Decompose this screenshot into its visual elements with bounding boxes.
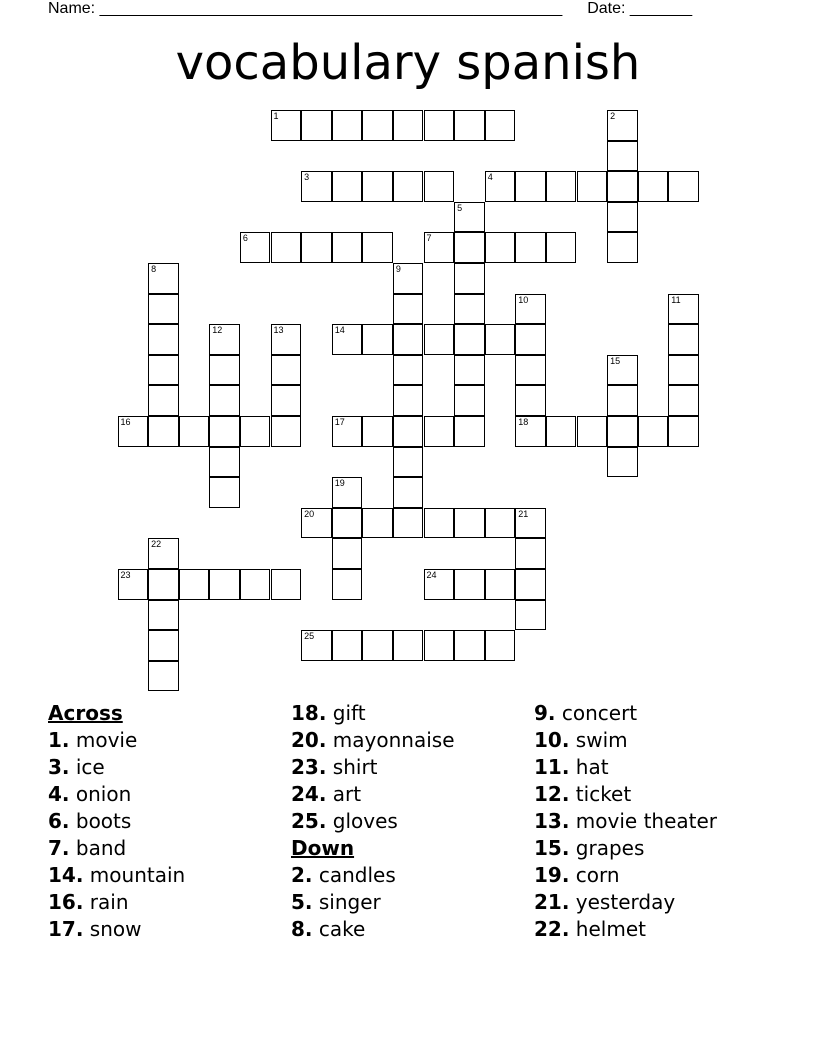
crossword-cell[interactable] [607, 171, 638, 202]
crossword-cell[interactable] [179, 416, 210, 447]
clue-number: 24. [291, 782, 327, 806]
crossword-cell[interactable] [332, 538, 363, 569]
cell-number: 4 [487, 172, 493, 183]
crossword-cell[interactable] [240, 232, 271, 263]
clue-number: 18. [291, 701, 327, 725]
clue-text: ice [69, 755, 105, 779]
crossword-cell[interactable] [515, 294, 546, 325]
crossword-cell[interactable] [546, 171, 577, 202]
crossword-cell[interactable] [607, 385, 638, 416]
crossword-cell[interactable] [638, 416, 669, 447]
crossword-cell[interactable] [607, 447, 638, 478]
clues-column-1 [48, 700, 288, 943]
crossword-cell[interactable] [638, 171, 669, 202]
crossword-cell[interactable] [179, 569, 210, 600]
crossword-cell[interactable] [362, 110, 393, 141]
clue-item [534, 862, 774, 889]
crossword-cell[interactable] [454, 416, 485, 447]
clue-item [291, 862, 531, 889]
crossword-cell[interactable] [271, 355, 302, 386]
crossword-cell[interactable] [668, 416, 699, 447]
clue-item [291, 781, 531, 808]
clue-text: ticket [569, 782, 632, 806]
cell-number: 17 [334, 417, 345, 427]
crossword-cell[interactable] [393, 294, 424, 325]
clue-number: 9. [534, 701, 556, 725]
crossword-cell[interactable] [209, 569, 240, 600]
crossword-cell[interactable] [515, 324, 546, 355]
crossword-cell[interactable] [148, 569, 179, 600]
crossword-cell[interactable] [515, 171, 546, 202]
clue-item [291, 808, 531, 835]
crossword-cell[interactable] [515, 600, 546, 631]
crossword-cell[interactable] [668, 294, 699, 325]
crossword-cell[interactable] [393, 416, 424, 447]
crossword-cell[interactable] [515, 538, 546, 569]
clue-item [534, 889, 774, 916]
clue-item [291, 727, 531, 754]
clue-number: 22. [534, 917, 570, 941]
crossword-cell[interactable] [393, 447, 424, 478]
crossword-cell[interactable] [332, 324, 363, 355]
date-line[interactable]: _______ [629, 0, 693, 17]
cell-number: 13 [273, 325, 284, 336]
clue-number: 10. [534, 728, 570, 752]
crossword-cell[interactable] [485, 171, 516, 202]
clue-text: gift [326, 701, 366, 725]
cell-number: 21 [518, 508, 529, 519]
clue-item [534, 754, 774, 781]
clue-number: 1. [48, 728, 70, 752]
crossword-cell[interactable] [332, 508, 363, 539]
crossword-cell[interactable] [424, 508, 455, 539]
crossword-cell[interactable] [362, 232, 393, 263]
crossword-cell[interactable] [485, 569, 516, 600]
crossword-cell[interactable] [271, 416, 302, 447]
clue-number: 12. [534, 782, 570, 806]
crossword-cell[interactable] [485, 630, 516, 661]
crossword-cell[interactable] [424, 110, 455, 141]
page-title: vocabulary spanish [175, 35, 641, 91]
crossword-cell[interactable] [607, 141, 638, 172]
down-heading: Down [291, 836, 355, 860]
clue-text: singer [312, 890, 381, 914]
clue-text: cake [312, 917, 366, 941]
clue-text: boots [69, 809, 132, 833]
crossword-cell[interactable] [454, 324, 485, 355]
clue-number: 13. [534, 809, 570, 833]
clue-number: 7. [48, 836, 70, 860]
crossword-cell[interactable] [209, 324, 240, 355]
crossword-cell[interactable] [301, 630, 332, 661]
cell-number: 8 [151, 264, 157, 274]
crossword-cell[interactable] [148, 385, 179, 416]
crossword-cell[interactable] [332, 477, 363, 508]
crossword-cell[interactable] [515, 232, 546, 263]
cell-number: 16 [120, 417, 131, 427]
cell-number: 6 [242, 233, 248, 244]
clue-text: concert [555, 701, 638, 725]
crossword-cell[interactable] [271, 385, 302, 416]
clue-text: rain [83, 890, 129, 914]
cell-number: 22 [151, 539, 162, 550]
cell-number: 12 [212, 325, 223, 336]
clue-text: mountain [83, 863, 186, 887]
across-heading: Across [48, 701, 123, 725]
clue-text: candles [312, 863, 396, 887]
clue-item [48, 727, 288, 754]
clue-number: 17. [48, 917, 84, 941]
crossword-cell[interactable] [577, 416, 608, 447]
clue-text: shirt [326, 755, 378, 779]
clue-item [48, 862, 288, 889]
clues-column-2 [291, 700, 531, 943]
crossword-cell[interactable] [485, 232, 516, 263]
clue-text: grapes [569, 836, 645, 860]
cell-number: 1 [273, 111, 279, 121]
clue-number: 11. [534, 755, 570, 779]
clue-number: 15. [534, 836, 570, 860]
cell-number: 2 [610, 111, 616, 121]
crossword-cell[interactable] [271, 232, 302, 263]
crossword-cell[interactable] [607, 416, 638, 447]
crossword-cell[interactable] [454, 110, 485, 141]
clue-item [291, 700, 531, 727]
crossword-cell[interactable] [332, 232, 363, 263]
crossword-cell[interactable] [424, 324, 455, 355]
crossword-cell[interactable] [301, 232, 332, 263]
crossword-cell[interactable] [577, 171, 608, 202]
crossword-cell[interactable] [332, 416, 363, 447]
crossword-cell[interactable] [515, 355, 546, 386]
clue-number: 19. [534, 863, 570, 887]
crossword-cell[interactable] [424, 171, 455, 202]
clue-text: corn [569, 863, 620, 887]
clue-text: onion [69, 782, 132, 806]
name-label: Name: [48, 0, 96, 17]
crossword-cell[interactable] [607, 355, 638, 386]
clue-number: 2. [291, 863, 313, 887]
clue-text: snow [83, 917, 142, 941]
clue-number: 4. [48, 782, 70, 806]
cell-number: 7 [426, 233, 432, 244]
crossword-cell[interactable] [118, 569, 149, 600]
crossword-cell[interactable] [454, 630, 485, 661]
clue-text: band [69, 836, 127, 860]
crossword-cell[interactable] [546, 416, 577, 447]
crossword-cell[interactable] [148, 630, 179, 661]
cell-number: 11 [671, 294, 681, 305]
cell-number: 10 [518, 294, 529, 305]
crossword-cell[interactable] [362, 508, 393, 539]
clue-number: 25. [291, 809, 327, 833]
cell-number: 20 [304, 508, 315, 519]
crossword-cell[interactable] [393, 630, 424, 661]
crossword-cell[interactable] [393, 263, 424, 294]
crossword-cell[interactable] [485, 508, 516, 539]
clue-item [534, 916, 774, 943]
clue-number: 8. [291, 917, 313, 941]
crossword-cell[interactable] [209, 385, 240, 416]
date-label: Date: [587, 0, 626, 17]
crossword-cell[interactable] [668, 355, 699, 386]
crossword-cell[interactable] [362, 416, 393, 447]
crossword-cell[interactable] [454, 263, 485, 294]
crossword-cell[interactable] [393, 171, 424, 202]
cell-number: 15 [610, 355, 621, 366]
crossword-cell[interactable] [424, 232, 455, 263]
clue-number: 6. [48, 809, 70, 833]
clue-item [534, 835, 774, 862]
cell-number: 5 [457, 202, 463, 213]
clue-item [534, 808, 774, 835]
crossword-cell[interactable] [362, 630, 393, 661]
crossword-cell[interactable] [485, 324, 516, 355]
clue-text: helmet [569, 917, 646, 941]
cell-number: 19 [334, 478, 345, 489]
cell-number: 14 [334, 325, 345, 336]
clue-item [534, 781, 774, 808]
crossword-cell[interactable] [454, 385, 485, 416]
cell-number: 3 [304, 172, 310, 183]
clue-text: mayonnaise [326, 728, 455, 752]
clue-number: 16. [48, 890, 84, 914]
name-line[interactable]: ____________________________________________________ [99, 0, 563, 17]
crossword-cell[interactable] [240, 569, 271, 600]
crossword-cell[interactable] [301, 171, 332, 202]
clue-item [534, 700, 774, 727]
cell-number: 23 [120, 570, 131, 580]
crossword-cell[interactable] [301, 508, 332, 539]
crossword-cell[interactable] [240, 416, 271, 447]
crossword-cell[interactable] [546, 232, 577, 263]
crossword-cell[interactable] [424, 416, 455, 447]
clue-number: 20. [291, 728, 327, 752]
crossword-cell[interactable] [668, 171, 699, 202]
crossword-cell[interactable] [332, 171, 363, 202]
crossword-cell[interactable] [301, 110, 332, 141]
crossword-cell[interactable] [148, 324, 179, 355]
crossword-cell[interactable] [148, 355, 179, 386]
clue-item [48, 808, 288, 835]
crossword-cell[interactable] [209, 416, 240, 447]
crossword-cell[interactable] [118, 416, 149, 447]
crossword-cell[interactable] [393, 385, 424, 416]
crossword-cell[interactable] [148, 294, 179, 325]
crossword-cell[interactable] [668, 385, 699, 416]
crossword-cell[interactable] [424, 569, 455, 600]
crossword-cell[interactable] [485, 110, 516, 141]
cell-number: 24 [426, 570, 437, 580]
clue-text: swim [569, 728, 628, 752]
crossword-cell[interactable] [148, 661, 179, 692]
clue-item [291, 916, 531, 943]
clue-item [534, 727, 774, 754]
cell-number: 9 [395, 264, 401, 274]
crossword-cell[interactable] [332, 569, 363, 600]
crossword-cell[interactable] [454, 355, 485, 386]
cell-number: 18 [518, 417, 529, 427]
crossword-cell[interactable] [454, 202, 485, 233]
crossword-cell[interactable] [271, 569, 302, 600]
clue-text: movie theater [569, 809, 718, 833]
crossword-cell[interactable] [393, 508, 424, 539]
crossword-cell[interactable] [271, 324, 302, 355]
crossword-cell[interactable] [209, 355, 240, 386]
clue-item [48, 781, 288, 808]
crossword-cell[interactable] [454, 294, 485, 325]
clue-number: 3. [48, 755, 70, 779]
clue-item [48, 835, 288, 862]
clue-number: 5. [291, 890, 313, 914]
clue-item [291, 889, 531, 916]
crossword-cell[interactable] [607, 110, 638, 141]
crossword-cell[interactable] [393, 110, 424, 141]
cell-number: 25 [304, 631, 315, 642]
crossword-cell[interactable] [148, 416, 179, 447]
crossword-cell[interactable] [515, 569, 546, 600]
crossword-cell[interactable] [668, 324, 699, 355]
crossword-cell[interactable] [393, 477, 424, 508]
clue-number: 14. [48, 863, 84, 887]
crossword-cell[interactable] [607, 232, 638, 263]
crossword-cell[interactable] [424, 630, 455, 661]
clues-column-3 [534, 700, 774, 943]
crossword-cell[interactable] [148, 600, 179, 631]
clue-item [48, 754, 288, 781]
crossword-cell[interactable] [209, 447, 240, 478]
clue-text: hat [569, 755, 609, 779]
crossword-cell[interactable] [271, 110, 302, 141]
clue-number: 21. [534, 890, 570, 914]
crossword-cell[interactable] [454, 569, 485, 600]
crossword-cell[interactable] [332, 630, 363, 661]
crossword-cell[interactable] [332, 110, 363, 141]
crossword-cell[interactable] [515, 508, 546, 539]
clue-item [48, 889, 288, 916]
crossword-cell[interactable] [454, 508, 485, 539]
crossword-cell[interactable] [454, 232, 485, 263]
crossword-cell[interactable] [393, 324, 424, 355]
crossword-cell[interactable] [362, 171, 393, 202]
crossword-cell[interactable] [607, 202, 638, 233]
clue-text: art [326, 782, 362, 806]
clue-text: gloves [326, 809, 398, 833]
clue-item [48, 916, 288, 943]
crossword-cell[interactable] [515, 416, 546, 447]
clue-number: 23. [291, 755, 327, 779]
crossword-cell[interactable] [148, 263, 179, 294]
crossword-cell[interactable] [515, 385, 546, 416]
clue-text: movie [69, 728, 138, 752]
crossword-cell[interactable] [209, 477, 240, 508]
crossword-cell[interactable] [362, 324, 393, 355]
clue-text: yesterday [569, 890, 676, 914]
crossword-cell[interactable] [148, 538, 179, 569]
clue-item [291, 754, 531, 781]
crossword-cell[interactable] [393, 355, 424, 386]
